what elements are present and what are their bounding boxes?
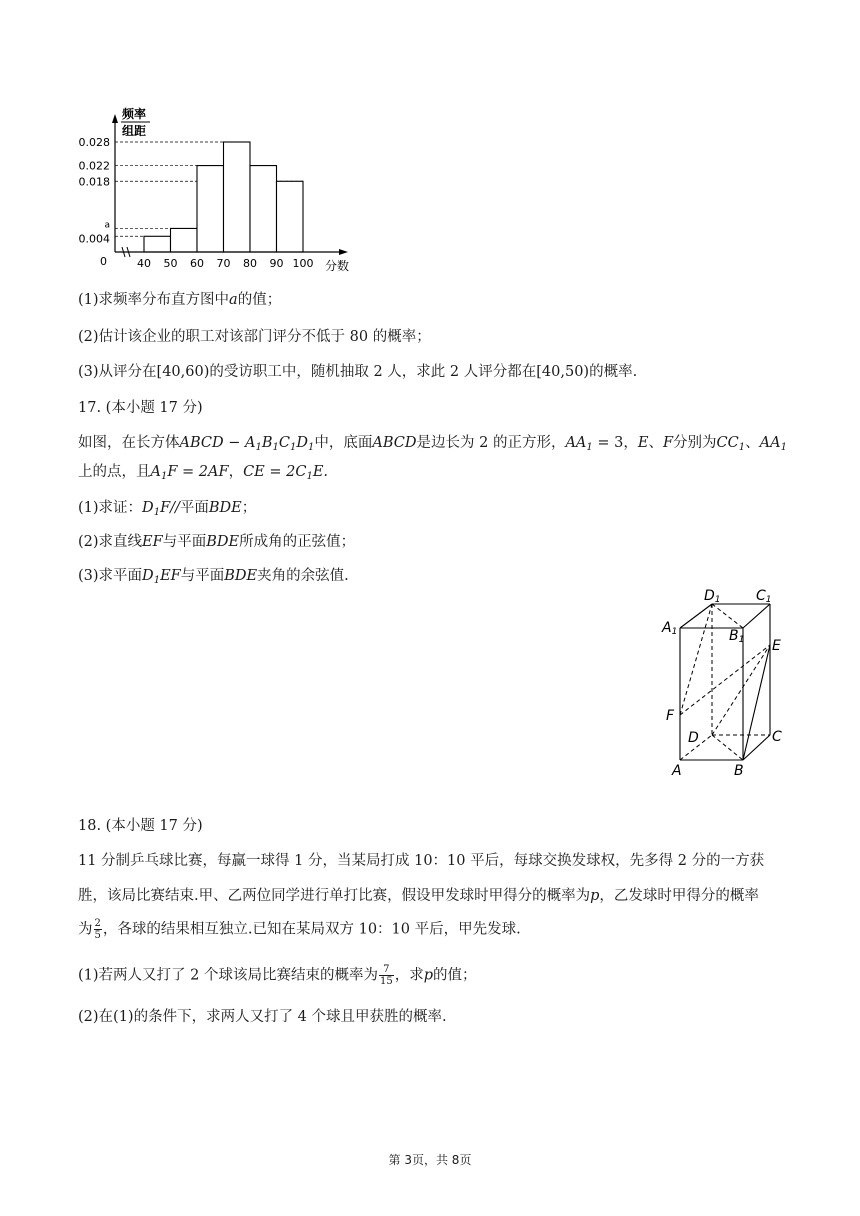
math-D1EF: $D_1EF$: [142, 568, 181, 586]
math-BDE: BDE: [206, 534, 240, 550]
x-tick-label: 40: [137, 257, 151, 270]
math-E: E: [637, 435, 649, 451]
text: ，各球的结果相互独立.已知在某局双方 10：10 平后，甲先发球.: [102, 921, 521, 938]
text: (1)求证：: [78, 500, 143, 516]
math-ABCD: ABCD: [372, 435, 417, 451]
text: 分别为: [673, 435, 717, 451]
q17-stem-line1: [78, 433, 787, 453]
q17-part3: [78, 566, 349, 586]
math-CE: CE: [243, 464, 270, 480]
var-a: a: [229, 292, 238, 308]
x-tick-label: 70: [216, 257, 231, 270]
y-tick-label: 0.004: [78, 232, 110, 246]
text: 为: [78, 921, 93, 938]
math-EF: EF: [142, 534, 163, 550]
y-axis-label-top: 频率: [122, 107, 147, 121]
text: 、: [745, 435, 760, 451]
x-tick-label: 90: [269, 257, 284, 270]
origin-label: 0: [100, 255, 107, 268]
vertex-D1: D1: [704, 588, 721, 605]
text: (1)若两人又打了 2 个球该局比赛结束的概率为: [78, 967, 378, 984]
y-axis-arrow: [112, 114, 118, 123]
vertex-B1: B1: [729, 628, 745, 645]
text: 是边长为 2 的正方形，: [416, 435, 566, 451]
histogram-bar: [277, 181, 304, 252]
x-tick-label: 80: [243, 257, 257, 270]
cuboid-figure: [650, 580, 800, 780]
vertex-A1: A1: [662, 620, 678, 637]
q18-stem-line1: 11 分制乒乓球比赛，每赢一球得 1 分，当某局打成 10：10 平后，每球交换发球权，先多得 2 分的一方获: [78, 853, 765, 869]
text: 胜，该局比赛结束.甲、乙两位同学进行单打比赛，假设甲发球时甲得分的概率为: [78, 888, 591, 904]
text: 与平面: [180, 568, 225, 584]
math-eq: = 2AF: [182, 464, 229, 480]
text: 夹角的余弦值.: [257, 568, 349, 584]
x-tick-label: 100: [292, 257, 314, 270]
text: 上的点，且: [78, 464, 151, 480]
q18-header: 18. (本小题 17 分): [78, 818, 203, 834]
histogram-bar: [197, 166, 224, 252]
point-F: F: [666, 708, 675, 724]
math-eq: = 2C: [269, 464, 307, 480]
text: 与平面: [162, 534, 207, 550]
q17-header: 17. (本小题 17 分): [78, 400, 203, 416]
point-E: E: [772, 638, 781, 654]
x-tick-label: 60: [190, 257, 204, 270]
text: ；: [241, 500, 257, 516]
text: 的值；: [433, 967, 477, 984]
q16-part1-text: (1)求频率分布直方图中: [78, 292, 230, 308]
y-tick-label: a: [104, 220, 110, 231]
histogram-bar: [250, 166, 277, 252]
text: ，: [228, 464, 244, 480]
var-p: p: [423, 967, 434, 984]
y-tick-label: 0.018: [78, 175, 110, 189]
var-p: p: [590, 888, 600, 904]
vertex-C: C: [772, 729, 782, 745]
page-footer: 第 3页，共 8页: [388, 1153, 472, 1167]
vertex-C1: C1: [756, 588, 772, 605]
math-ABCD-A1B1C1D1: ABCD − $A_1B_1C_1D_1$: [179, 435, 315, 453]
q16-part2: (2)估计该企业的职工对该部门评分不低于 80 的概率；: [78, 329, 431, 345]
text: ，求: [394, 967, 424, 984]
histogram-bar: [224, 142, 251, 252]
y-tick-label: 0.028: [78, 136, 110, 149]
fraction-7-15: $\frac{7}{15}$: [379, 964, 393, 987]
text: (3)求平面: [78, 568, 143, 584]
q16-part3: (3)从评分在[40,60)的受访职工中，随机抽取 2 人，求此 2 人评分都在[40,50)的概率.: [78, 364, 638, 380]
text: 平面: [179, 500, 209, 516]
vertex-D: D: [688, 730, 699, 746]
text: 如图，在长方体: [78, 435, 180, 451]
math-E: E.: [312, 464, 329, 480]
q17-part1: [78, 498, 256, 518]
math-D1: $D_1$: [142, 500, 161, 518]
vertex-B: B: [734, 763, 744, 779]
x-tick-label: 50: [163, 257, 178, 270]
math-CC1: $CC_1$: [716, 435, 746, 453]
q18-part2: (2)在(1)的条件下，求两人又打了 4 个球且甲获胜的概率.: [78, 1009, 447, 1025]
histogram-bar: [171, 228, 198, 252]
text: ，乙发球时甲得分的概率: [599, 888, 759, 904]
math-eq: = 3: [597, 435, 624, 451]
text: 、: [648, 435, 663, 451]
q17-stem-line2: 上的点，且$A_1F = 2AF$，CE = $2C_1E$.: [78, 464, 329, 482]
q18-stem-line2: [78, 886, 759, 906]
math-AA1: $AA_1$: [565, 435, 593, 453]
math-D1F: F//: [160, 500, 180, 516]
math-F: F: [662, 435, 674, 451]
y-tick-label: 0.022: [78, 159, 110, 173]
text: (2)求直线: [78, 534, 143, 550]
vertex-A: A: [672, 763, 682, 779]
q16-part1-end: 的值；: [237, 292, 282, 308]
fraction-2-5: $\frac{2}{5}$: [94, 918, 101, 941]
math-BDE: BDE: [224, 568, 258, 584]
q18-stem-line3: [78, 918, 521, 941]
q17-part2: [78, 532, 355, 552]
text: 中，底面: [314, 435, 373, 451]
text: ，: [623, 435, 638, 451]
q18-part1: [78, 964, 477, 987]
frequency-histogram: [70, 100, 370, 280]
q16-part1: [78, 290, 281, 310]
x-axis-label: 分数: [325, 259, 350, 273]
histogram-bar: [144, 236, 171, 252]
math-AA1b: $AA_1$: [759, 435, 787, 453]
math-BDE: BDE: [208, 500, 242, 516]
x-axis-arrow: [339, 249, 348, 255]
math-A1F: $A_1F$: [150, 464, 183, 482]
y-axis-label-bottom: 组距: [122, 124, 147, 138]
text: 所成角的正弦值；: [239, 534, 356, 550]
